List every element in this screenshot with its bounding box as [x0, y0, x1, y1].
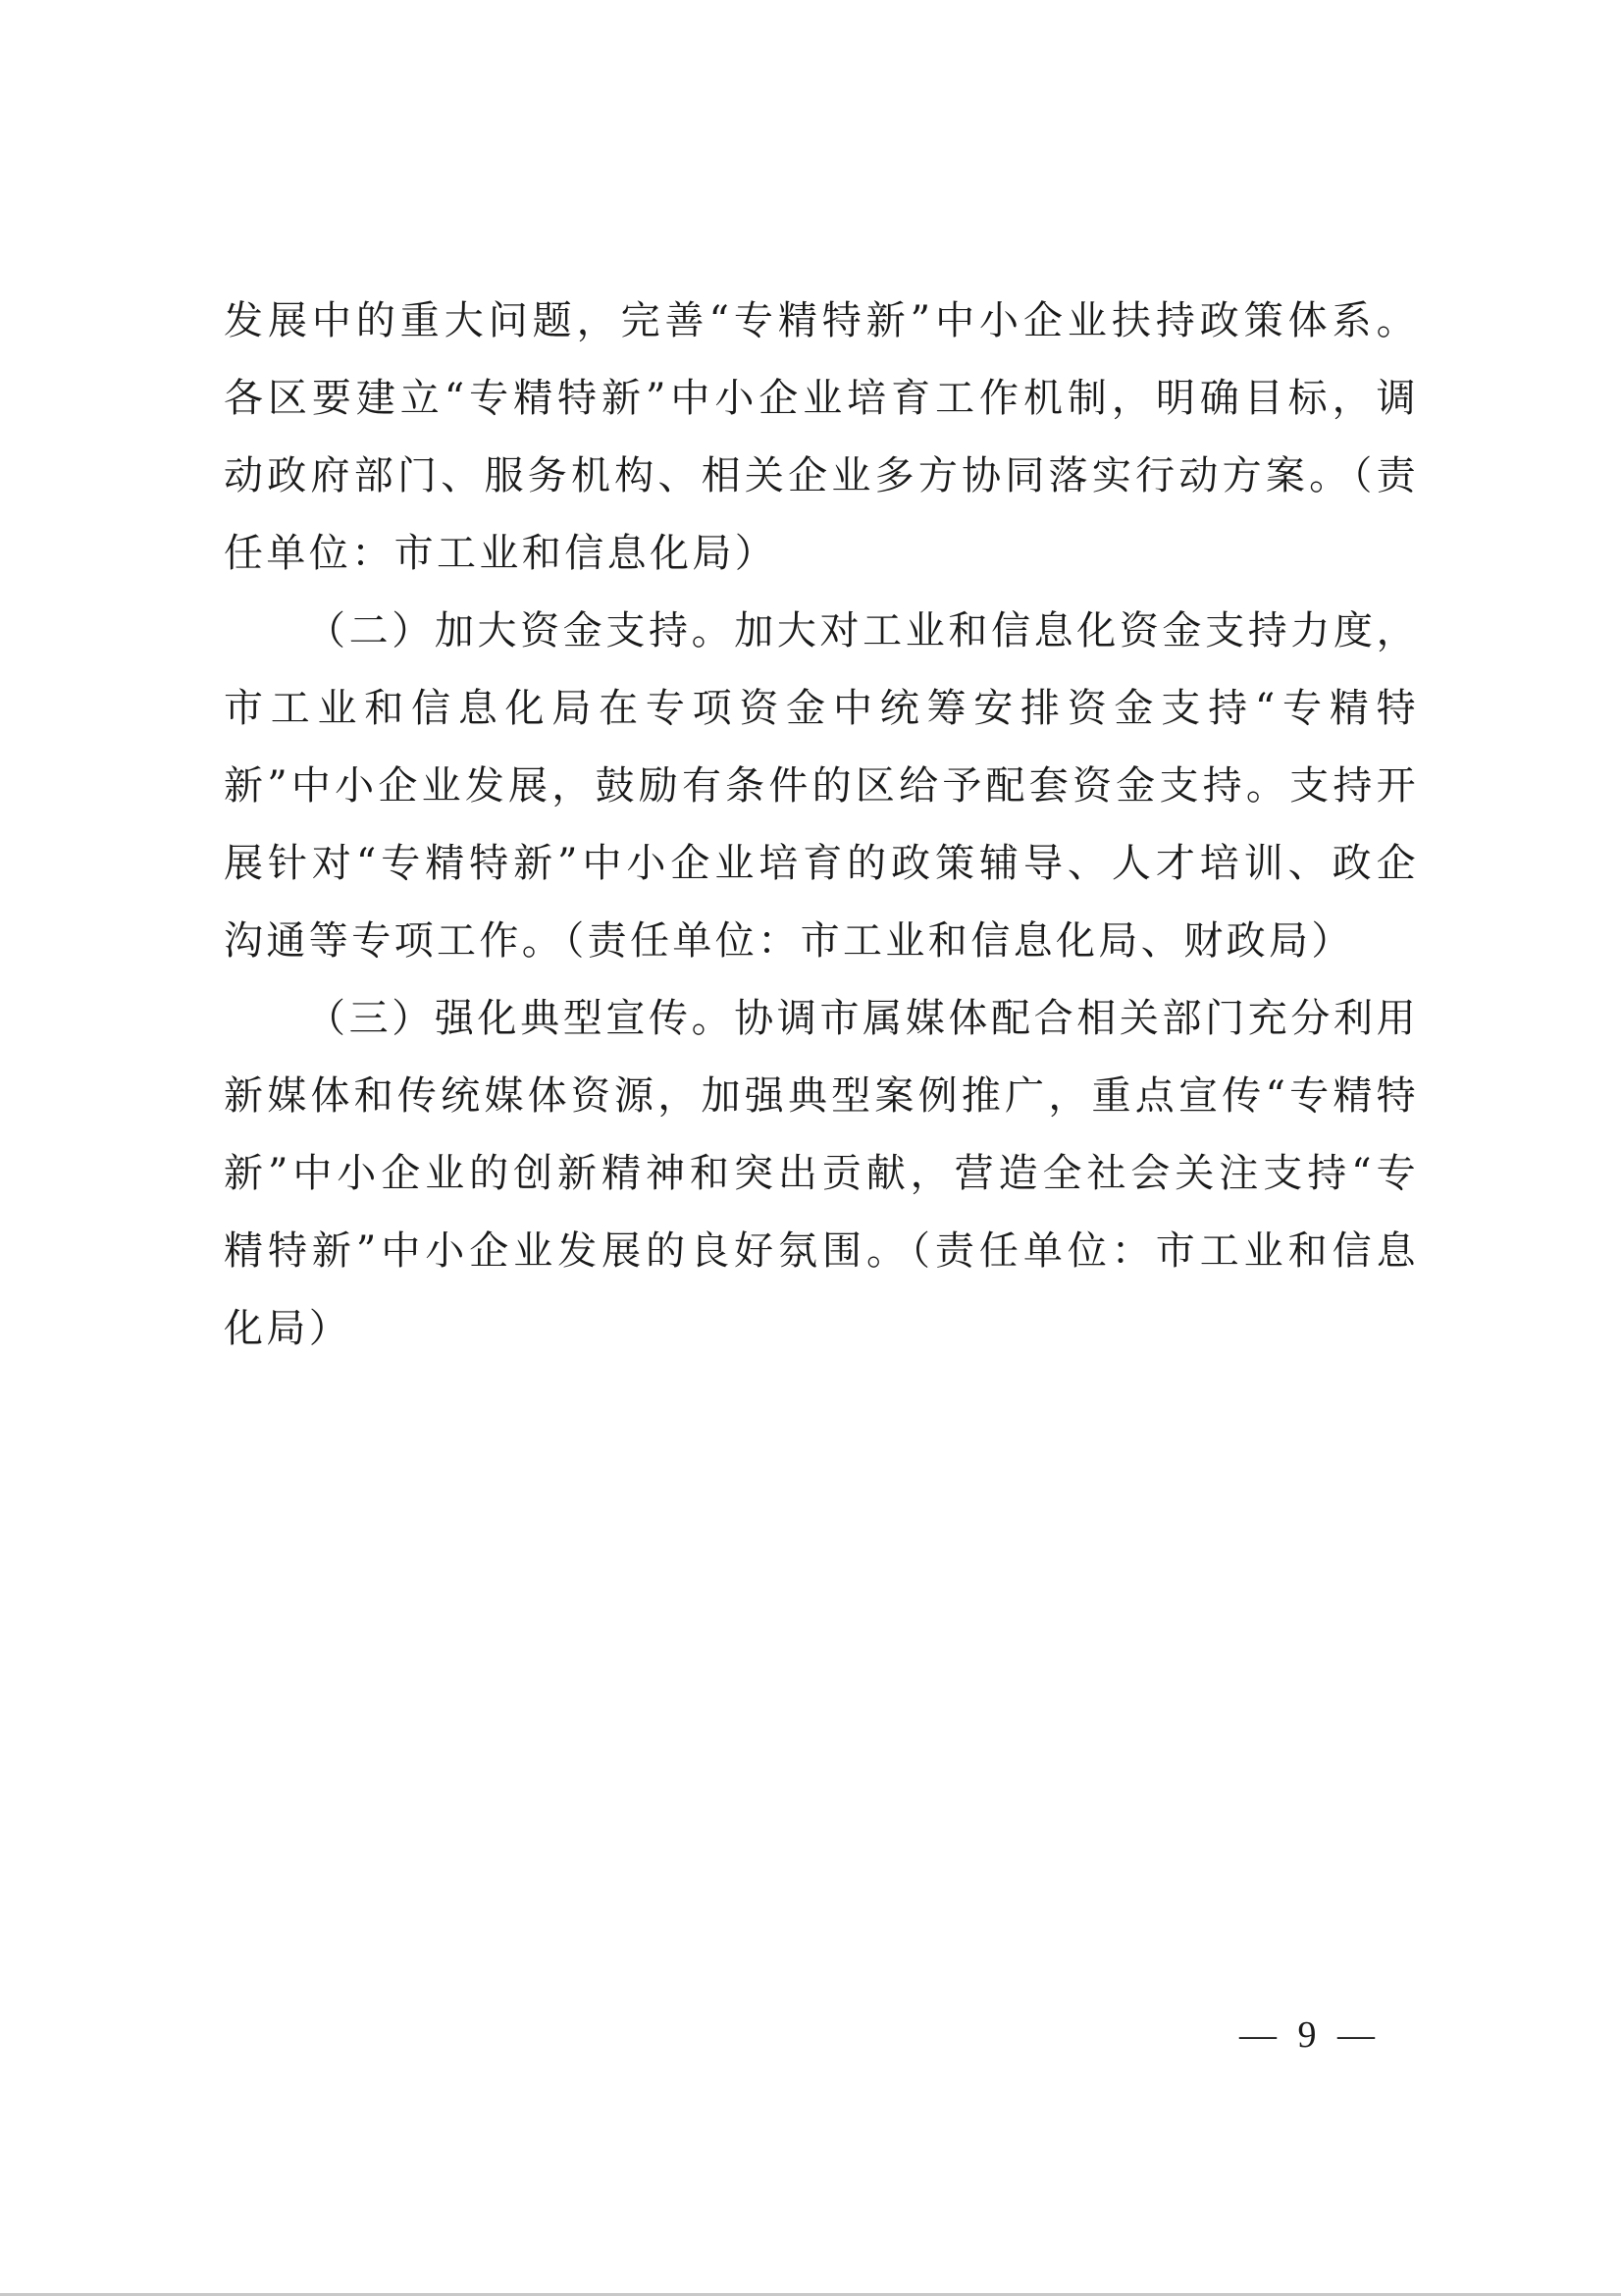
document-body: [224, 283, 1419, 1368]
page-number: — 9 —: [1239, 2014, 1381, 2056]
paragraph-funding-support: （二）加大资金支持。加大对工业和信息化资金支持力度，市工业和信息化局在专项资金中统筹安排资金支持“专精特新”中小企业发展，鼓励有条件的区给予配套资金支持。支持开展针对“专精特新”中小企业培育的政策辅导、人才培训、政企沟通等专项工作。（责任单位：市工业和信息化局、财政局）: [224, 608, 1419, 964]
paragraph-continuation: 发展中的重大问题，完善“专精特新”中小企业扶持政策体系。各区要建立“专精特新”中小企业培育工作机制，明确目标，调动政府部门、服务机构、相关企业多方协同落实行动方案。（责任单位：市工业和信息化局）: [224, 298, 1419, 576]
paragraph-publicity: （三）强化典型宣传。协调市属媒体配合相关部门充分利用新媒体和传统媒体资源，加强典型案例推广，重点宣传“专精特新”中小企业的创新精神和突出贡献，营造全社会关注支持“专精特新”中小企业发展的良好氛围。（责任单位：市工业和信息化局）: [224, 996, 1419, 1351]
